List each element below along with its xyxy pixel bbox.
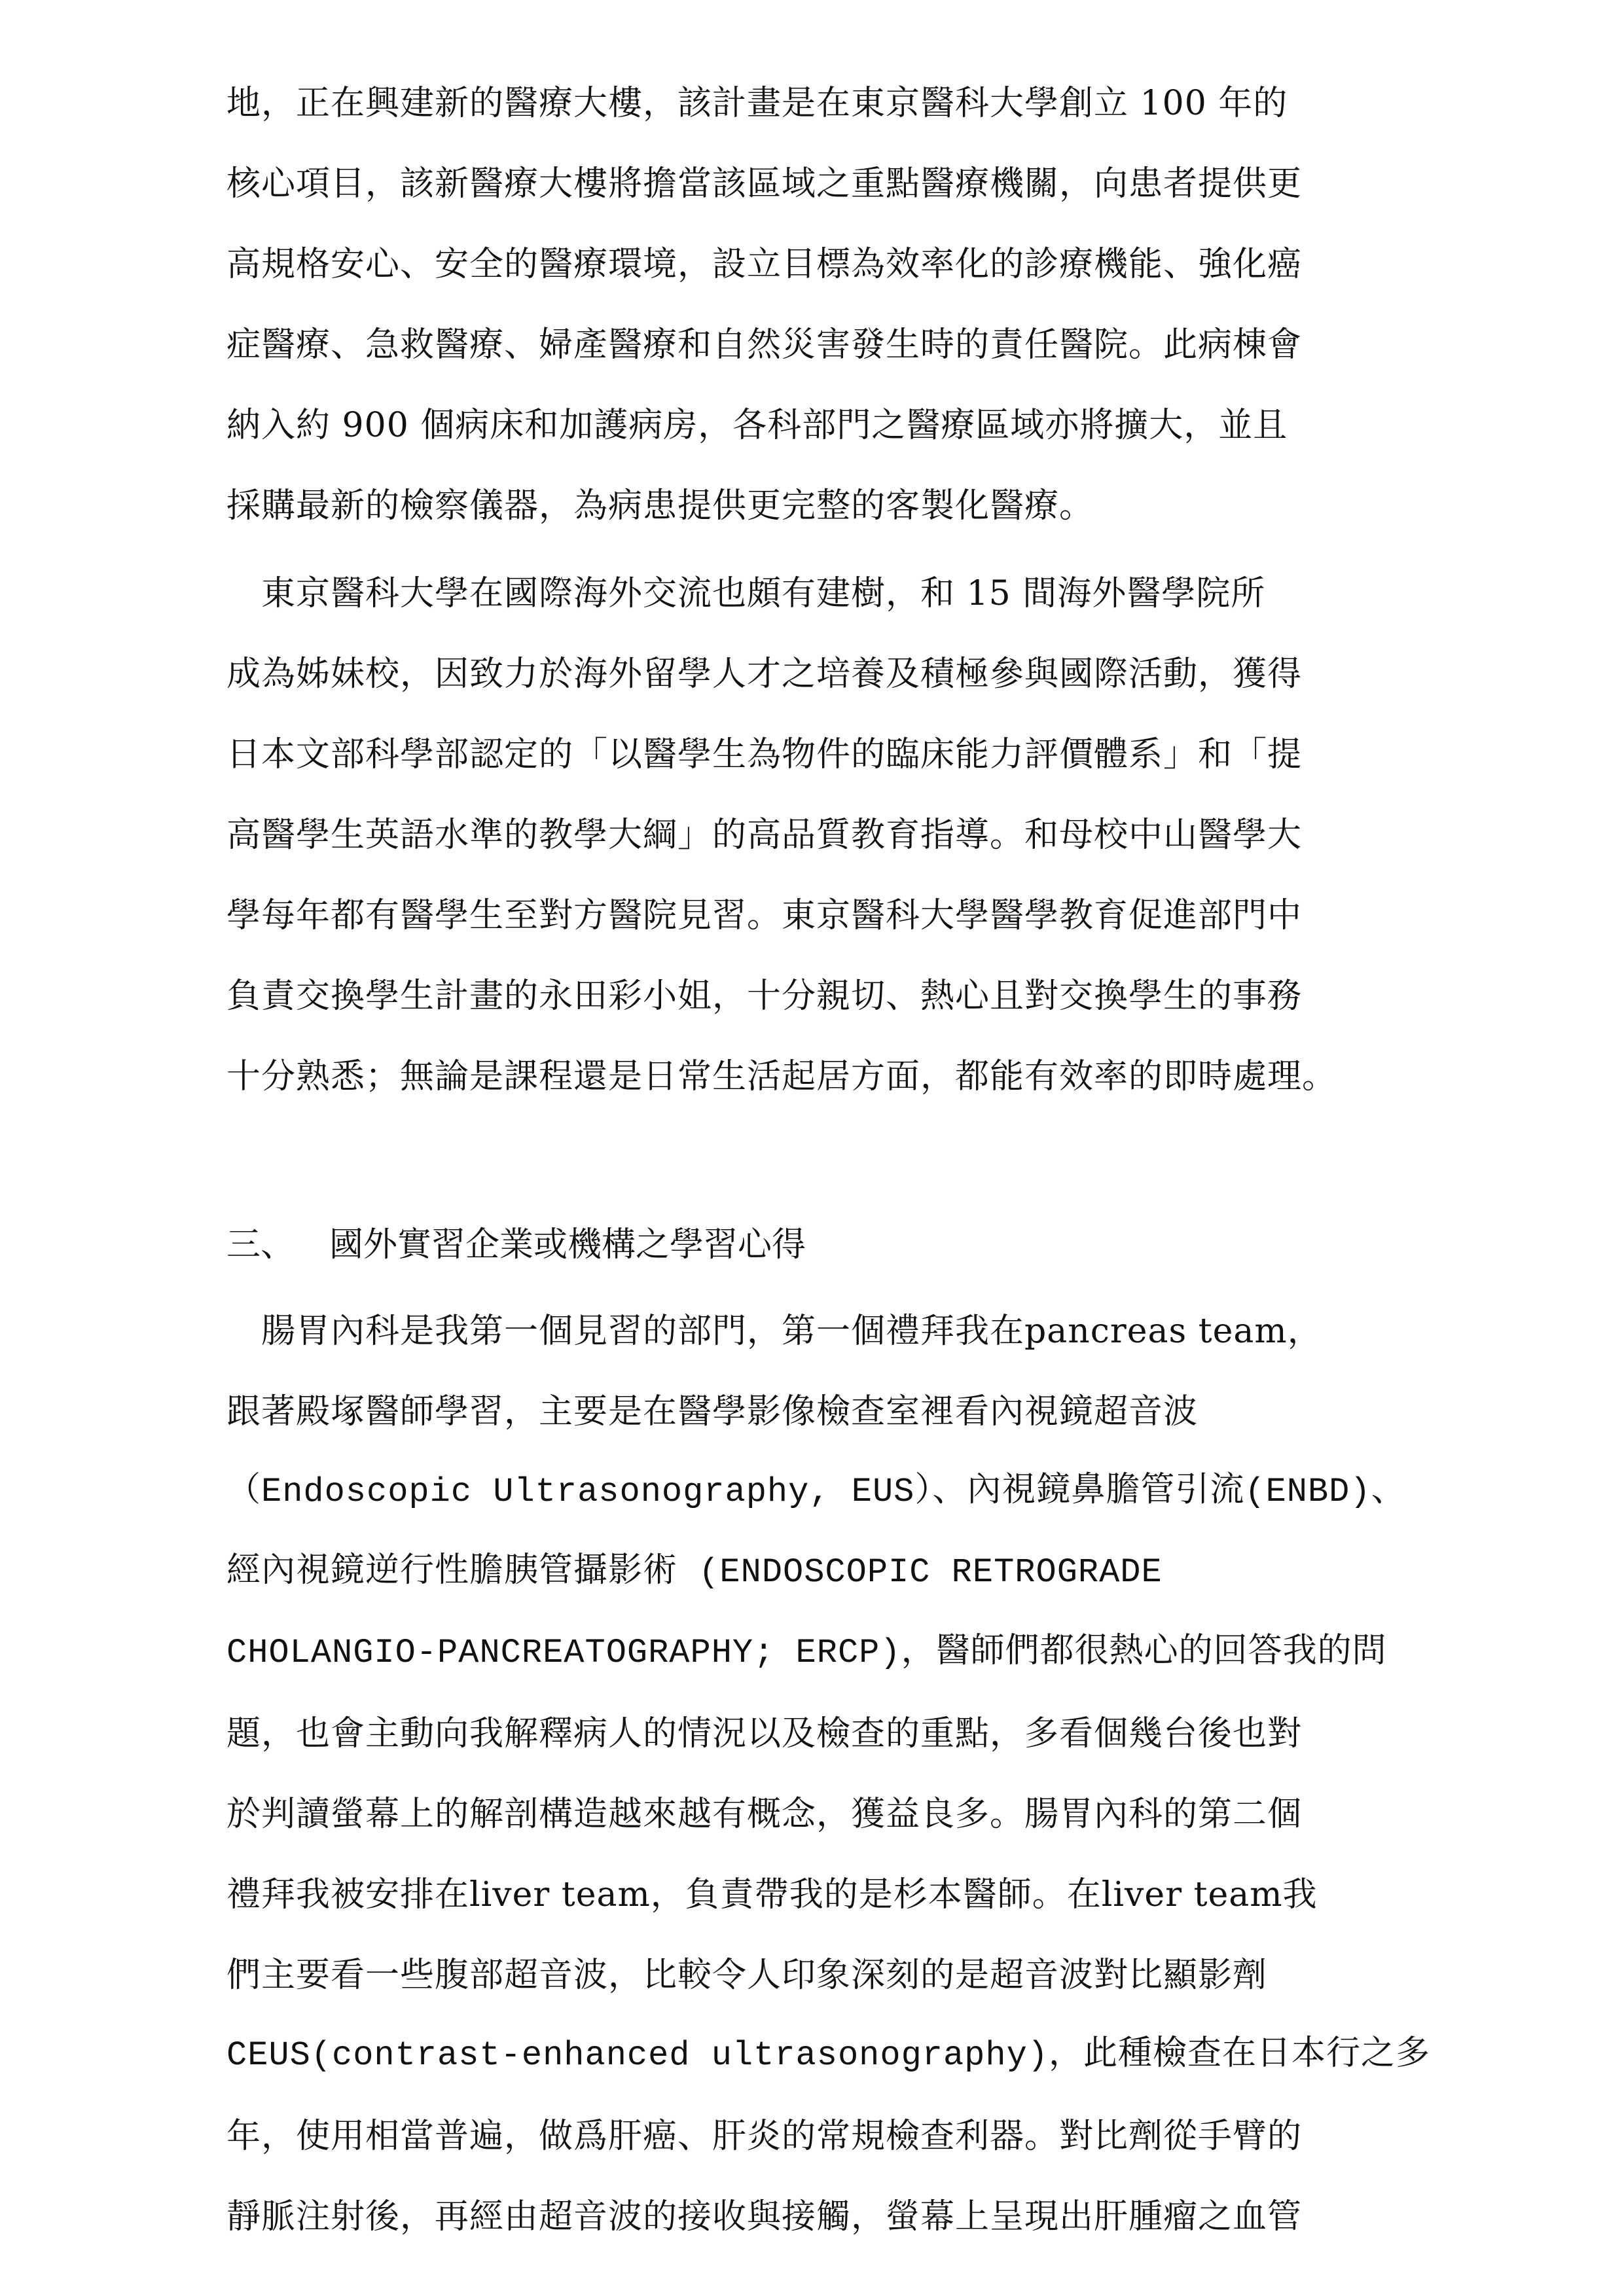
section-title: 國外實習企業或機構之學習心得 (329, 1225, 806, 1265)
para1-line-4: 症醫療、急救醫療、婦產醫療和自然災害發生時的責任醫院。此病棟會 (226, 325, 1303, 365)
para2-line-1: 東京醫科大學在國際海外交流也頗有建樹，和 15 間海外醫學院所 (226, 574, 1266, 613)
para3-line-6: 題，也會主動向我解釋病人的情況以及檢查的重點，多看個幾台後也對 (226, 1714, 1303, 1753)
para3-line-2: 跟著殿塚醫師學習，主要是在醫學影像檢查室裡看內視鏡超音波 (226, 1392, 1199, 1431)
para3-line-4: 經內視鏡逆行性膽胰管攝影術 (ENDOSCOPIC RETROGRADE (226, 1553, 1163, 1592)
para1-line-6: 採購最新的檢察儀器，為病患提供更完整的客製化醫療。 (226, 486, 1094, 526)
para3-line-8: 禮拜我被安排在liver team，負責帶我的是杉本醫師。在liver team我 (226, 1875, 1318, 1914)
para2-line-5: 學每年都有醫學生至對方醫院見習。東京醫科大學醫學教育促進部門中 (226, 896, 1303, 935)
para1-line-5: 納入約 900 個病床和加護病房，各科部門之醫療區域亦將擴大，並且 (226, 406, 1288, 445)
para3-line-10: CEUS(contrast-enhanced ultrasonography)，此種檢查在日本行之多 (226, 2036, 1430, 2075)
para1-line-1: 地，正在興建新的醫療大樓，該計畫是在東京醫科大學創立 100 年的 (226, 84, 1288, 123)
para3-line-9: 們主要看一些腹部超音波，比較令人印象深刻的是超音波對比顯影劑 (226, 1956, 1268, 1995)
para2-line-4: 高醫學生英語水準的教學大綱」的高品質教育指導。和母校中山醫學大 (226, 816, 1303, 855)
para2-line-2: 成為姊妹校，因致力於海外留學人才之培養及積極參與國際活動，獲得 (226, 655, 1303, 694)
para3-line-3: （Endoscopic Ultrasonography, EUS）、內視鏡鼻膽管引流(ENBD)、 (226, 1473, 1406, 1511)
para3-line-1: 腸胃內科是我第一個見習的部門，第一個禮拜我在pancreas team， (226, 1312, 1322, 1351)
para3-line-5: CHOLANGIO-PANCREATOGRAPHY; ERCP)，醫師們都很熱心的回答我的問 (226, 1634, 1387, 1672)
section-number: 三、 (226, 1225, 295, 1265)
para1-line-2: 核心項目，該新醫療大樓將擔當該區域之重點醫療機關，向患者提供更 (226, 164, 1303, 204)
para3-line-7: 於判讀螢幕上的解剖構造越來越有概念，獲益良多。腸胃內科的第二個 (226, 1795, 1303, 1834)
para2-line-7: 十分熟悉；無論是課程還是日常生活起居方面，都能有效率的即時處理。 (226, 1057, 1337, 1096)
para1-line-3: 高規格安心、安全的醫療環境，設立目標為效率化的診療機能、強化癌 (226, 245, 1303, 284)
para3-line-11: 年，使用相當普遍，做爲肝癌、肝炎的常規檢查利器。對比劑從手臂的 (226, 2117, 1303, 2156)
para2-line-6: 負責交換學生計畫的永田彩小姐，十分親切、熱心且對交換學生的事務 (226, 977, 1303, 1016)
para3-line-12: 靜脈注射後，再經由超音波的接收與接觸，螢幕上呈現出肝腫瘤之血管 (226, 2197, 1303, 2236)
para2-line-3: 日本文部科學部認定的「以醫學生為物件的臨床能力評價體系」和「提 (226, 735, 1303, 774)
